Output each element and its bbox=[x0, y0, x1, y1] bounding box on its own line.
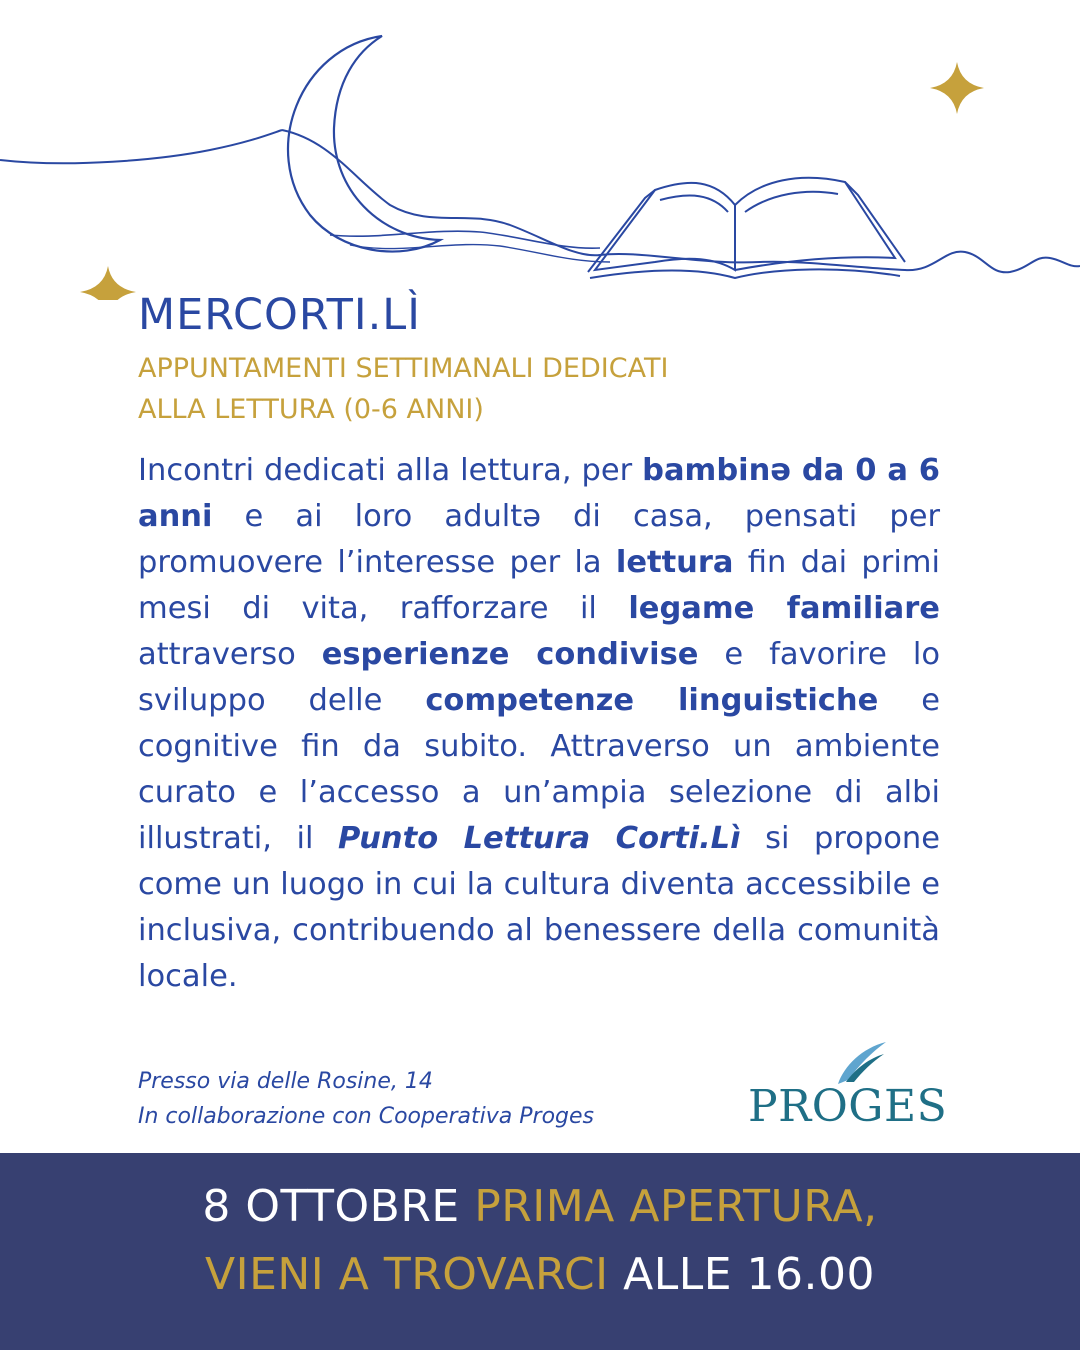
body-text-segment: e cognitive fin da subito. Attraverso un ambiente curato e l’accesso a un’ampia selezione di albi illustrati, il bbox=[138, 683, 940, 856]
description-paragraph bbox=[138, 448, 940, 1000]
footer-line-1 bbox=[0, 1179, 1080, 1235]
subtitle-line-1: APPUNTAMENTI SETTIMANALI DEDICATI bbox=[138, 353, 669, 384]
body-text-segment: attraverso bbox=[138, 637, 322, 672]
logo-wordmark: PROGES bbox=[748, 1081, 948, 1132]
body-highlight: esperienze condivise bbox=[321, 637, 699, 672]
body-text-segment: Incontri dedicati alla lettura, per bbox=[138, 453, 643, 488]
sparkle-icon bbox=[80, 266, 136, 300]
feather-icon bbox=[832, 1040, 888, 1086]
sparkle-icon bbox=[930, 62, 984, 114]
body-text-segment: fin dai primi mesi di vita, rafforzare il bbox=[138, 545, 940, 626]
header-illustration bbox=[0, 0, 1080, 300]
crescent-moon-icon bbox=[288, 36, 440, 252]
address-text: Presso via delle Rosine, 14 bbox=[138, 1069, 433, 1094]
proges-logo bbox=[748, 1040, 948, 1132]
body-highlight: Punto Lettura Corti.Lì bbox=[337, 821, 741, 856]
page-subtitle bbox=[138, 348, 668, 430]
collaboration-text: In collaborazione con Cooperativa Proges bbox=[138, 1104, 594, 1129]
page-title: MERCORTI.LÌ bbox=[138, 290, 421, 340]
body-text-segment: e favorire lo sviluppo delle bbox=[138, 637, 940, 718]
footer-date: 8 OTTOBRE bbox=[202, 1181, 475, 1232]
body-highlight: lettura bbox=[615, 545, 734, 580]
footer-opening: PRIMA APERTURA, bbox=[474, 1181, 878, 1232]
body-highlight: legame familiare bbox=[628, 591, 940, 626]
body-text-segment: e ai loro adultə di casa, pensati per promuovere l’interesse per la bbox=[138, 499, 940, 580]
body-text-segment: si propone come un luogo in cui la cultura diventa accessibile e inclusiva, contribuendo al benessere della comunità locale. bbox=[138, 821, 940, 994]
event-info bbox=[138, 1064, 594, 1134]
body-highlight: bambinə da 0 a 6 anni bbox=[138, 453, 941, 534]
footer-time: ALLE 16.00 bbox=[623, 1249, 875, 1300]
footer-line-2 bbox=[0, 1247, 1080, 1303]
flowing-line bbox=[0, 130, 1080, 272]
subtitle-line-2: ALLA LETTURA (0-6 ANNI) bbox=[138, 394, 484, 425]
footer-invite: VIENI A TROVARCI bbox=[205, 1249, 624, 1300]
footer-banner bbox=[0, 1153, 1080, 1350]
body-highlight: competenze linguistiche bbox=[425, 683, 879, 718]
